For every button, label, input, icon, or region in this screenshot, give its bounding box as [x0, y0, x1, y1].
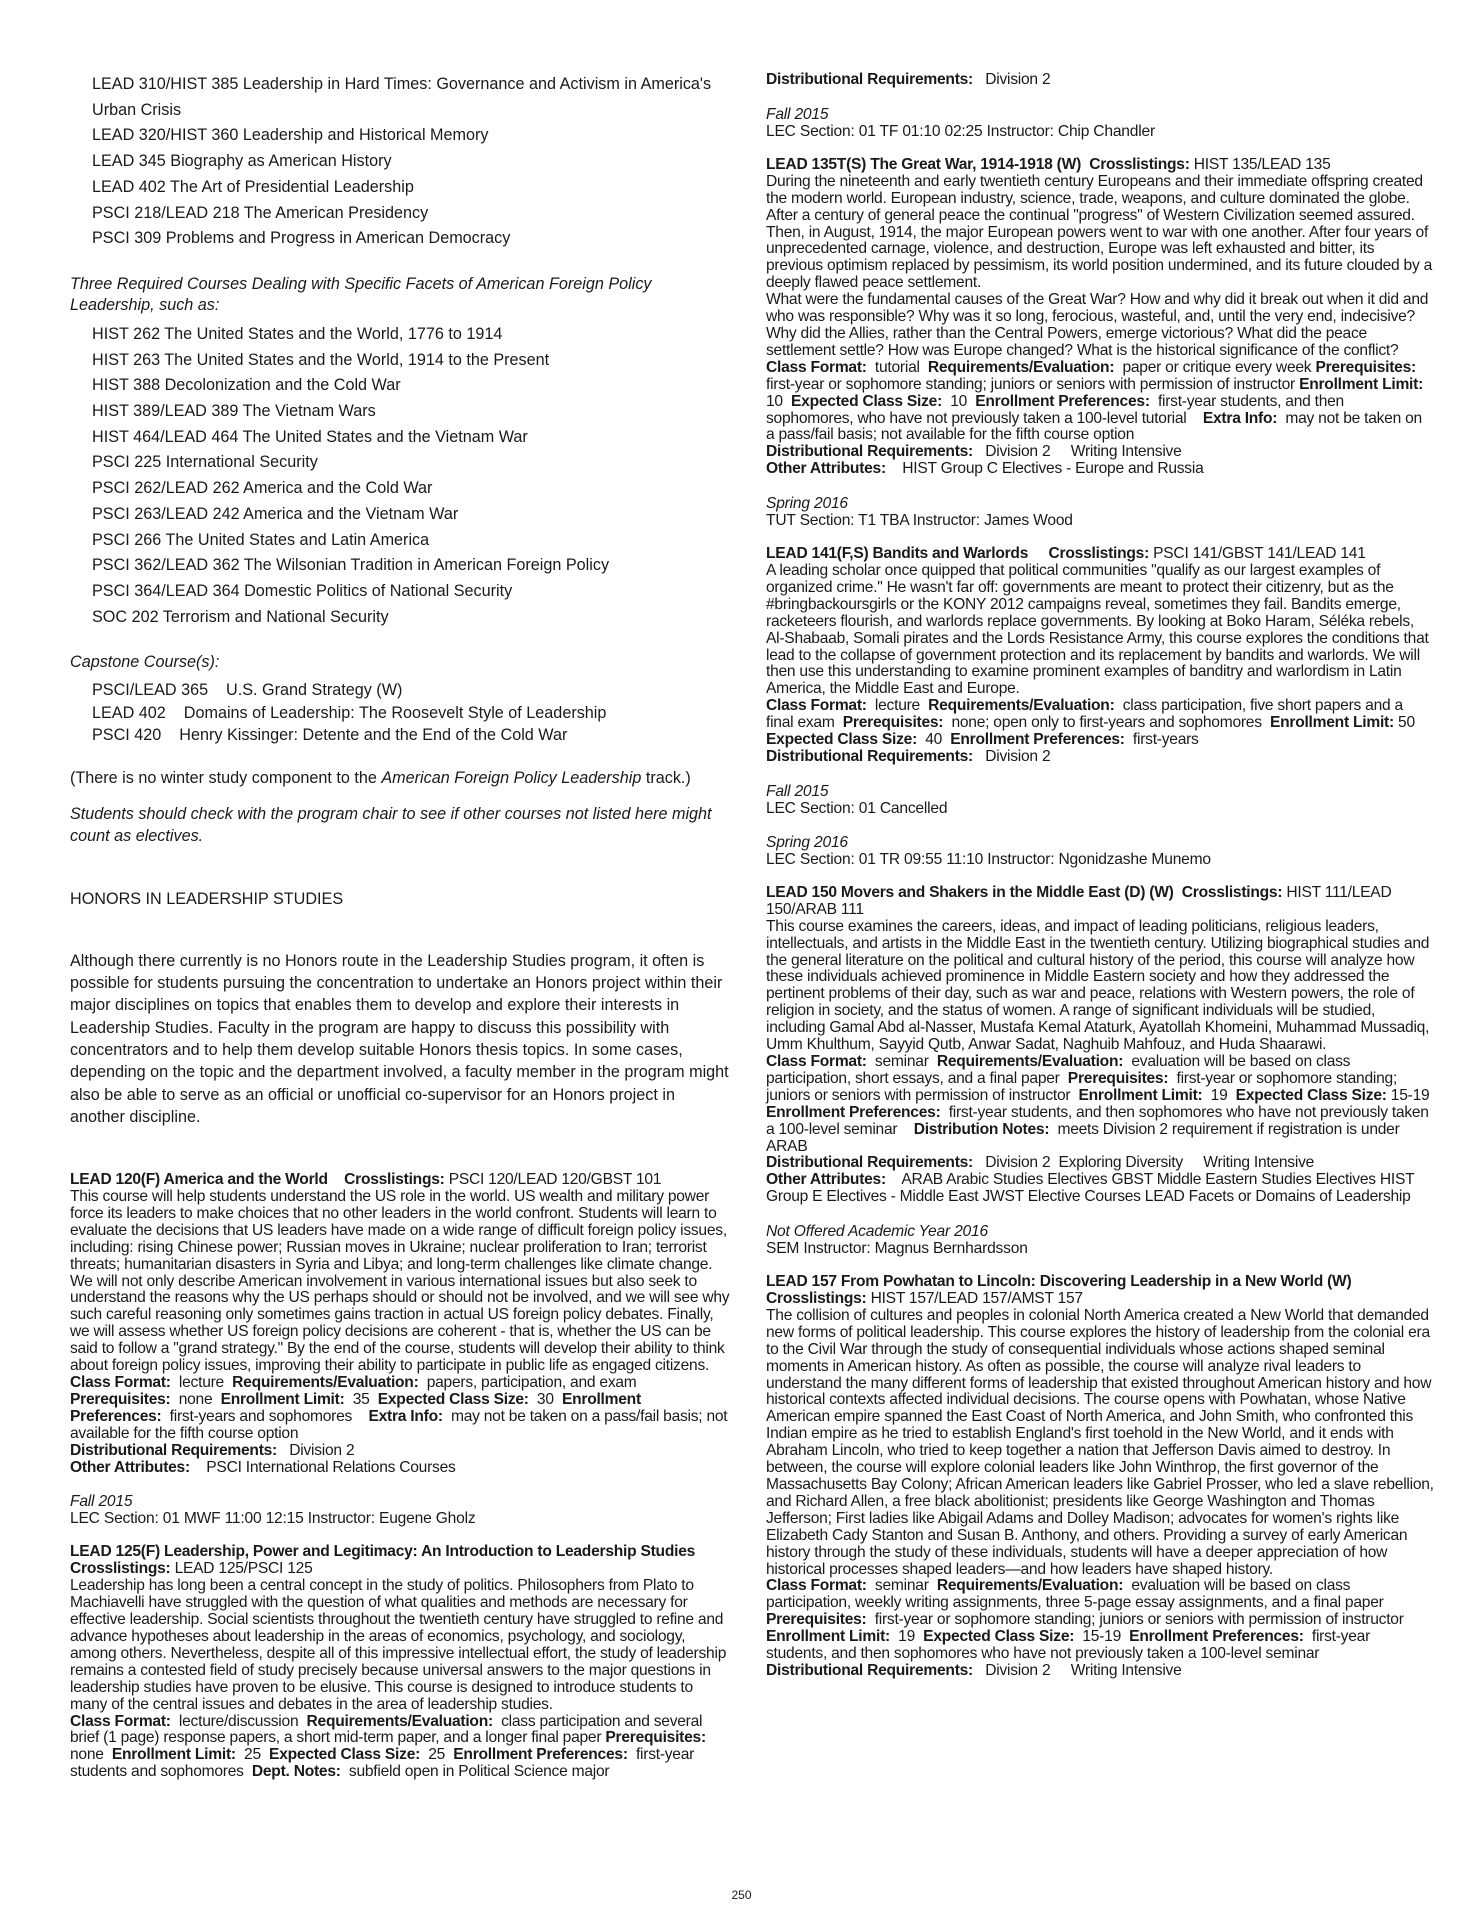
foreign-policy-course-list	[70, 322, 734, 630]
course-title: LEAD 125(F) Leadership, Power and Legitimacy: An Introduction to Leadership Studies	[70, 1543, 696, 1561]
list-item: LEAD 320/HIST 360 Leadership and Historical Memory	[92, 126, 489, 145]
list-item: HIST 464/LEAD 464 The United States and the Vietnam War	[92, 427, 528, 446]
crosslistings-label: Crosslistings:	[1089, 155, 1190, 173]
crosslistings-label: Crosslistings:	[70, 1560, 171, 1578]
crosslistings: HIST 157/LEAD 157/AMST 157	[870, 1290, 1083, 1308]
crosslistings: LEAD 125/PSCI 125	[174, 1560, 313, 1578]
list-item: PSCI 362/LEAD 362 The Wilsonian Tradition in American Foreign Policy	[92, 556, 610, 575]
distributional-requirements: Distributional Requirements: Division 2	[70, 1441, 355, 1459]
electives-note: Students should check with the program chair to see if other courses not listed here might count as electives.	[70, 805, 712, 846]
other-attributes: Other Attributes: PSCI International Relations Courses	[70, 1458, 456, 1476]
distributional-requirements: Distributional Requirements: Division 2	[766, 748, 1051, 765]
term: Spring 2016	[766, 833, 848, 851]
distributional-requirements: Distributional Requirements: Division 2	[766, 71, 1051, 88]
honors-text: Although there currently is no Honors route in the Leadership Studies program, it often is possible for students pursuing the concentration to undertake an Honors project within their major disciplines on topics that enables them to develop and explore their interests in Leadership Studies. Faculty in the program are happy to discuss this possibility with concentrators and to help them develop suitable Honors thesis topics. In some cases, depending on the topic and the department involved, a faculty member in the program might also be able to serve as an official or unofficial co-supervisor for an Honors project in another discipline.	[70, 951, 729, 1126]
course-details: Class Format: seminar Requirements/Evaluation: evaluation will be based on class participation, weekly writing assignments, three 5-page essay assignments, and a final paper Prerequisites: first-year or sophomore standing; juniors or seniors with permission of instructor Enrollment Limit: 19 Expected Class Size: 15-19 Enrollment Preferences: first-year students, and then sophomores who have not previously taken a 100-level seminar	[766, 1577, 1404, 1663]
course-lead157	[766, 1274, 1434, 1680]
crosslistings-label: Crosslistings:	[766, 1290, 867, 1308]
list-item: PSCI 364/LEAD 364 Domestic Politics of National Security	[92, 581, 513, 600]
list-item: PSCI 262/LEAD 262 America and the Cold War	[92, 479, 433, 498]
list-item: LEAD 310/HIST 385 Leadership in Hard Times: Governance and Activism in America's Urban Crisis	[92, 75, 712, 119]
course-lead141	[766, 546, 1434, 868]
course-description: The collision of cultures and peoples in colonial North America created a New World that demanded new forms of political leadership. This course explores the history of leadership from the colonial era to the Civil War through the study of consequential individuals whose actions shaped seminal moments in American history. As often as possible, the course will analyze rival leaders to understand the many different forms of leadership that existed throughout American history and how historical contexts affected individual decisions. The course opens with Powhatan, whose Native American empire spanned the East Coast of North America, and John Smith, who confronted this Indian empire as he tried to establish England's first toehold in the New World, and it ends with Abraham Lincoln, who tried to keep together a nation that Jefferson Davis aimed to destroy. In between, the course will explore colonial leaders like John Winthrop, the first governor of the Massachusetts Bay Colony; African American leaders like Gabriel Prosser, who led a slave rebellion, and Richard Allen, a free black abolitionist; presidents like George Washington and Thomas Jefferson; First ladies like Abigail Adams and Dolley Madison; advocates for women's rights like Elizabeth Cady Stanton and Susan B. Anthony, and others. Providing a survey of early American history through the study of these individuals, students will have a deeper appreciation of how historical processes shaped leaders—and how leaders have shaped history.	[766, 1306, 1434, 1578]
distributional-requirements: Distributional Requirements: Division 2 Writing Intensive	[766, 1661, 1182, 1679]
course-details: Class Format: lecture Requirements/Evaluation: papers, participation, and exam Prerequisites: none Enrollment Limit: 35 Expected Class Size: 30 Enrollment Preferences: first-years and sophomores Extra Info: may not be taken on a pass/fail basis; not available for the fifth course option	[70, 1374, 728, 1442]
right-column	[766, 72, 1434, 1680]
list-item: HIST 263 The United States and the World, 1914 to the Present	[92, 350, 550, 369]
course-lead150	[766, 885, 1434, 1257]
list-item: HIST 262 The United States and the World, 1776 to 1914	[92, 324, 503, 343]
page-number: 250	[731, 1888, 752, 1902]
list-item: LEAD 402 The Art of Presidential Leadership	[92, 177, 414, 196]
list-item: PSCI 225 International Security	[92, 453, 318, 472]
honors-heading: HONORS IN LEADERSHIP STUDIES	[70, 889, 344, 908]
course-description: During the nineteenth and early twentieth century Europeans and their immediate offspring created the modern world. European industry, science, trade, weapons, and culture dominated the globe. After a century of general peace the continual "progress" of Western Civilization seemed assured. Then, in August, 1914, the major European powers went to war with one another. After four years of unprecedented carnage, violence, and destruction, Europe was left exhausted and bitter, its previous optimism replaced by pessimism, its world position undermined, and its future clouded by a deeply flawed peace settlement.	[766, 172, 1433, 292]
other-attributes: Other Attributes: ARAB Arabic Studies Electives GBST Middle Eastern Studies Electives HIST Group E Electives - Middle East JWST Elective Courses LEAD Facets or Domains of Leadership	[766, 1171, 1415, 1206]
crosslistings: PSCI 120/LEAD 120/GBST 101	[448, 1171, 662, 1189]
list-item: PSCI/LEAD 365 U.S. Grand Strategy (W)	[92, 681, 403, 700]
crosslistings: HIST 111/LEAD 150/ARAB 111	[766, 883, 1392, 918]
section-info: TUT Section: T1 TBA Instructor: James Wood	[766, 512, 1073, 530]
course-details: Class Format: tutorial Requirements/Evaluation: paper or critique every week Prerequisites: first-year or sophomore standing; juniors or seniors with permission of instructor Enrollment Limit: 10 Expected Class Size: 10 Enrollment Preferences: first-year students, and then sophomores, who have not previously taken a 100-level tutorial Extra Info: may not be taken on a pass/fail basis; not available for the fifth course option	[766, 358, 1424, 444]
course-description: A leading scholar once quipped that political communities "qualify as our largest examples of organized crime." He wasn't far off: governments are meant to protect their citizenry, but as the #bringbackoursgirls or the KONY 2012 campaigns reveal, sometimes they fail. Bandits emerge, racketeers flourish, and warlords replace governments. By looking at Boko Haram, Séléka rebels, Al-Shabaab, Somali pirates and the Lords Resistance Army, this course explores the conditions that lead to the collapse of government protection and its replacement by bandits and warlords. We will then use this understanding to examine prominent examples of banditry and warlordism in Latin America, the Middle East and Europe.	[766, 562, 1429, 698]
term: Spring 2016	[766, 495, 848, 513]
list-item: PSCI 420 Henry Kissinger: Detente and the End of the Cold War	[92, 726, 568, 745]
course-description: We will not only describe American involvement in various international issues but also seek to understand the reasons why the US perhaps should or should not be involved, and we will see why such careful reasoning only sometimes gains traction in actual US foreign policy debates. Finally, we will assess whether US foreign policy decisions are coherent - that is, whether the US can be said to follow a "grand strategy." By the end of the course, students will develop their ability to think about foreign policy issues, improving their ability to participate in public life as engaged citizens.	[70, 1272, 730, 1375]
crosslistings: HIST 135/LEAD 135	[1193, 155, 1331, 173]
course-title: LEAD 150 Movers and Shakers in the Middle East (D) (W)	[766, 883, 1174, 901]
list-item: SOC 202 Terrorism and National Security	[92, 607, 389, 626]
winter-note: (There is no winter study component to the American Foreign Policy Leadership track.)	[70, 768, 691, 787]
list-item: LEAD 345 Biography as American History	[92, 152, 392, 171]
course-description: Leadership has long been a central concept in the study of politics. Philosophers from Plato to Machiavelli have struggled with the question of what qualities and methods are necessary for effective leadership. Social scientists throughout the twentieth century have struggled to refine and advance hypotheses about leadership in the areas of economics, psychology, and sociology, among others. Nevertheless, despite all of this impressive intellectual effort, the study of leadership remains a contested field of study precisely because universal answers to the major questions in leadership studies have proven to be elusive. This course is designed to introduce students to many of the central issues and debates in the area of leadership studies.	[70, 1577, 727, 1713]
term: Fall 2015	[766, 105, 829, 123]
course-description: What were the fundamental causes of the Great War? How and why did it break out when it did and who was responsible? Why was it so long, ferocious, wasteful, and, until the very end, indecisive? Why did the Allies, rather than the Central Powers, emerge victorious? What did the peace settlement settle? How was Europe changed? What is the historical significance of the conflict?	[766, 291, 1429, 359]
course-title: LEAD 120(F) America and the World	[70, 1171, 328, 1189]
term: Not Offered Academic Year 2016	[766, 1223, 988, 1241]
foreign-policy-heading: Three Required Courses Dealing with Specific Facets of American Foreign Policy Leadership, such as:	[70, 274, 652, 314]
capstone-course-list	[70, 679, 734, 747]
distributional-requirements: Distributional Requirements: Division 2 Writing Intensive	[766, 443, 1182, 461]
course-lead120	[70, 1172, 734, 1527]
list-item: PSCI 263/LEAD 242 America and the Vietnam War	[92, 504, 459, 523]
course-title: LEAD 135T(S) The Great War, 1914-1918 (W)	[766, 155, 1082, 173]
section-info: SEM Instructor: Magnus Bernhardsson	[766, 1240, 1028, 1258]
list-item: PSCI 309 Problems and Progress in American Democracy	[92, 229, 511, 248]
crosslistings-label: Crosslistings:	[344, 1171, 445, 1189]
other-attributes: Other Attributes: HIST Group C Electives - Europe and Russia	[766, 460, 1204, 478]
list-item: PSCI 266 The United States and Latin America	[92, 530, 430, 549]
course-lead135	[766, 157, 1434, 529]
course-description: This course examines the careers, ideas, and impact of leading politicians, religious leaders, intellectuals, and artists in the Middle East in the twentieth century. Utilizing biographical studies and the general literature on the political and cultural history of the period, this course will analyze how these individuals achieved prominence in Middle Eastern society and how they addressed the pertinent problems of their day, such as war and peace, relations with Western powers, the role of religion in society, and the status of women. A range of significant individuals will be studied, including Gamal Abd al-Nasser, Mustafa Kemal Ataturk, Ayatollah Khomeini, Muhammad Mussadiq, Umm Khulthum, Sayyid Qutb, Anwar Sadat, Naghuib Mahfouz, and Huda Shaarawi.	[766, 917, 1430, 1054]
crosslistings: PSCI 141/GBST 141/LEAD 141	[1153, 545, 1366, 563]
course-details: Class Format: seminar Requirements/Evaluation: evaluation will be based on class participation, short essays, and a final paper Prerequisites: first-year or sophomore standing; juniors or seniors with permission of instructor Enrollment Limit: 19 Expected Class Size: 15-19 Enrollment Preferences: first-year students, and then sophomores who have not previously taken a 100-level seminar Distribution Notes: meets Division 2 requirement if registration is under ARAB	[766, 1052, 1430, 1155]
capstone-heading: Capstone Course(s):	[70, 653, 220, 672]
section-info: LEC Section: 01 TR 09:55 11:10 Instructor: Ngonidzashe Munemo	[766, 850, 1211, 868]
list-item: LEAD 402 Domains of Leadership: The Roosevelt Style of Leadership	[92, 703, 607, 722]
section-info: LEC Section: 01 TF 01:10 02:25 Instructor: Chip Chandler	[766, 122, 1155, 140]
list-item: PSCI 218/LEAD 218 The American Presidency	[92, 203, 429, 222]
course-title: LEAD 157 From Powhatan to Lincoln: Discovering Leadership in a New World (W)	[766, 1273, 1352, 1291]
course-title: LEAD 141(F,S) Bandits and Warlords	[766, 545, 1029, 563]
course-lead125	[70, 1544, 734, 1781]
leadership-course-list	[70, 72, 734, 252]
section-info: LEC Section: 01 MWF 11:00 12:15 Instructor: Eugene Gholz	[70, 1510, 476, 1528]
term: Fall 2015	[766, 782, 829, 800]
distributional-requirements: Distributional Requirements: Division 2 Exploring Diversity Writing Intensive	[766, 1154, 1315, 1172]
course-description: This course will help students understand the US role in the world. US wealth and military power force its leaders to make choices that no other leaders in the world confront. Students will learn to evaluate the decisions that US leaders have made on a wide range of difficult foreign policy issues, including: rising Chinese power; Russian moves in Ukraine; nuclear proliferation to Iran; terrorist threats; humanitarian disasters in Syria and Libya; and long-term challenges like climate change.	[70, 1188, 727, 1273]
course-details: Class Format: lecture Requirements/Evaluation: class participation, five short papers and a final exam Prerequisites: none; open only to first-years and sophomores Enrollment Limit: 50 Expected Class Size: 40 Enrollment Preferences: first-years	[766, 697, 1415, 749]
course-details: Class Format: lecture/discussion Requirements/Evaluation: class participation and several brief (1 page) response papers, a short mid-term paper, and a longer final paper Prerequisites: none Enrollment Limit: 25 Expected Class Size: 25 Enrollment Preferences: first-year students and sophomores Dept. Notes: subfield open in Political Science major	[70, 1712, 706, 1781]
crosslistings-label: Crosslistings:	[1048, 545, 1150, 563]
term: Fall 2015	[70, 1493, 133, 1511]
left-column	[70, 72, 734, 1781]
crosslistings-label: Crosslistings:	[1181, 883, 1283, 901]
list-item: HIST 389/LEAD 389 The Vietnam Wars	[92, 402, 376, 421]
section-info: LEC Section: 01 Cancelled	[766, 799, 948, 817]
list-item: HIST 388 Decolonization and the Cold War	[92, 376, 401, 395]
